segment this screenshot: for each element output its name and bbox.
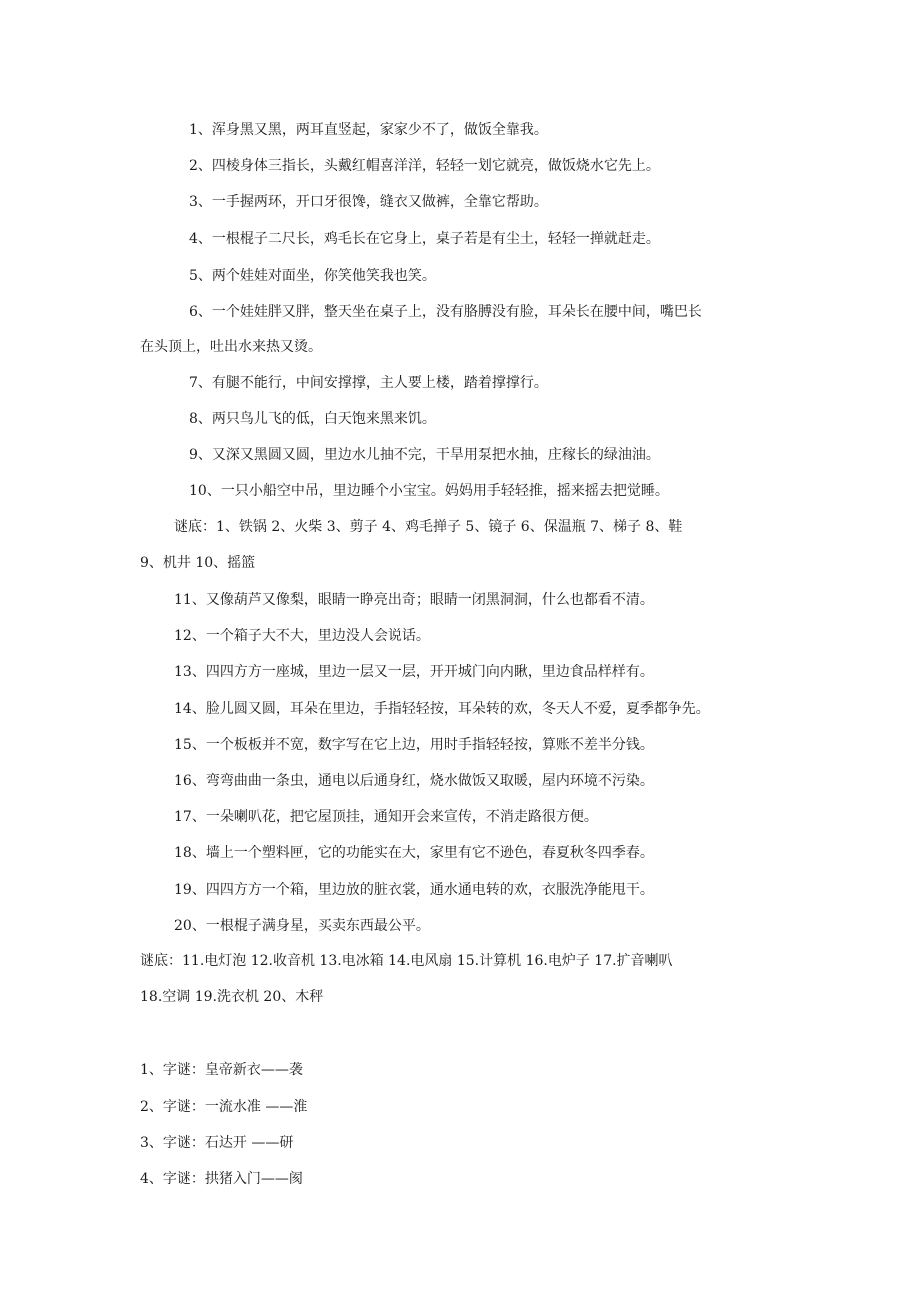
riddle-8: 8、两只鸟儿飞的低，白天饱来黑来饥。: [189, 411, 436, 427]
riddle-3: 3、一手握两环，开口牙很馋，缝衣又做裤，全靠它帮助。: [189, 194, 548, 210]
char-riddle-4: 4、字谜：拱猪入门——阂: [140, 1171, 303, 1187]
riddle-9: 9、又深又黑圆又圆，里边水儿抽不完，干旱用泵把水抽，庄稼长的绿油油。: [189, 447, 660, 463]
riddle-4: 4、一根棍子二尺长，鸡毛长在它身上，桌子若是有尘土，轻轻一掸就赶走。: [189, 231, 660, 247]
char-riddle-1: 1、字谜：皇帝新衣——袭: [140, 1062, 303, 1078]
riddle-11: 11、又像葫芦又像梨，眼睛一睁亮出奇；眼睛一闭黑洞洞，什么也都看不清。: [174, 592, 654, 608]
answers-1-line-1: 谜底：1、铁锅 2、火柴 3、剪子 4、鸡毛掸子 5、镜子 6、保温瓶 7、梯子 8、鞋: [174, 519, 683, 535]
riddle-18: 18、墙上一个塑料匣，它的功能实在大，家里有它不逊色，春夏秋冬四季春。: [174, 845, 654, 861]
answers-1-line-2: 9、机井 10、摇篮: [140, 555, 256, 571]
riddle-6-continued: 在头顶上，吐出水来热又烫。: [140, 339, 322, 355]
riddle-12: 12、一个箱子大不大，里边没人会说话。: [174, 628, 430, 644]
riddle-19: 19、四四方方一个箱，里边放的脏衣裳，通水通电转的欢，衣服洗净能甩干。: [174, 882, 654, 898]
riddle-16: 16、弯弯曲曲一条虫，通电以后通身红，烧水做饭又取暖，屋内环境不污染。: [174, 773, 654, 789]
riddle-13: 13、四四方方一座城，里边一层又一层，开开城门向内瞅，里边食品样样有。: [174, 664, 654, 680]
riddle-20: 20、一根棍子满身星，买卖东西最公平。: [174, 918, 430, 934]
riddle-10: 10、一只小船空中吊，里边睡个小宝宝。妈妈用手轻轻推，摇来摇去把觉睡。: [189, 483, 669, 499]
riddle-6: 6、一个娃娃胖又胖，整天坐在桌子上，没有胳膊没有脸，耳朵长在腰中间，嘴巴长: [189, 304, 702, 320]
riddle-14: 14、脸儿圆又圆，耳朵在里边，手指轻轻按，耳朵转的欢，冬天人不爱，夏季都争先。: [174, 701, 710, 717]
char-riddle-2: 2、字谜：一流水准 ——淮: [140, 1099, 308, 1115]
riddle-17: 17、一朵喇叭花，把它屋顶挂，通知开会来宣传，不消走路很方便。: [174, 809, 598, 825]
riddle-2: 2、四棱身体三指长，头戴红帽喜洋洋，轻轻一划它就亮，做饭烧水它先上。: [189, 158, 660, 174]
riddle-7: 7、有腿不能行，中间安撑撑，主人要上楼，踏着撑撑行。: [189, 375, 548, 391]
char-riddle-3: 3、字谜：石达开 ——研: [140, 1135, 294, 1151]
riddle-15: 15、一个板板并不宽，数字写在它上边，用时手指轻轻按，算账不差半分钱。: [174, 737, 654, 753]
riddle-1: 1、浑身黑又黑，两耳直竖起，家家少不了，做饭全靠我。: [189, 122, 548, 138]
answers-2-line-2: 18.空调 19.洗衣机 20、木秤: [140, 989, 324, 1005]
answers-2-line-1: 谜底：11.电灯泡 12.收音机 13.电冰箱 14.电风扇 15.计算机 16.电炉子 17.扩音喇叭: [140, 953, 673, 969]
riddle-5: 5、两个娃娃对面坐，你笑他笑我也笑。: [189, 268, 436, 284]
